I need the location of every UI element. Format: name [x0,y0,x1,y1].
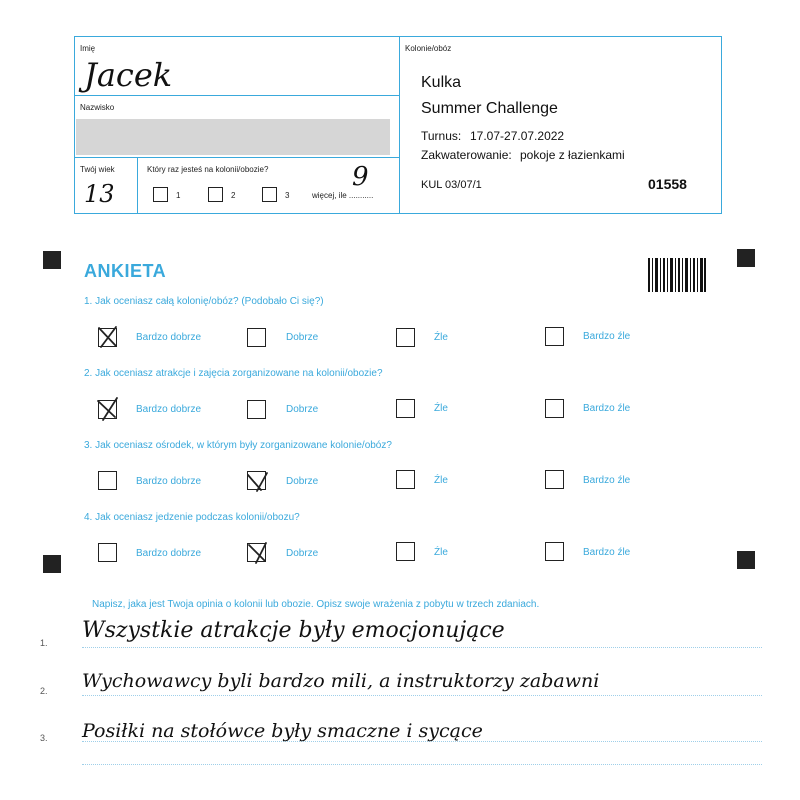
times-checkbox-1[interactable] [153,187,168,202]
q2-option-bardzo-dobrze: Bardzo dobrze [136,404,202,415]
surname-label: Nazwisko [80,103,115,112]
question-2: 2. Jak oceniasz atrakcje i zajęcia zorganizowane na kolonii/obozie? [84,368,383,379]
q4-option-dobrze: Dobrze [286,548,319,559]
line-number-3: 3. [40,733,48,743]
question-3: 3. Jak oceniasz ośrodek, w którym były zorganizowane kolonie/obóz? [84,440,392,451]
q1-checkbox-zle[interactable] [396,328,415,347]
times-option-1: 1 [176,191,181,200]
q2-checkbox-bardzo-zle[interactable] [545,399,564,418]
q1-option-dobrze: Dobrze [286,332,319,343]
registration-marker-bottom-left [43,555,61,573]
camp-program: Summer Challenge [421,100,558,117]
times-option-3: 3 [285,191,290,200]
line-number-1: 1. [40,638,48,648]
q1-checkbox-bardzo-zle[interactable] [545,327,564,346]
accommodation-value: pokoje z łazienkami [520,148,625,162]
turnus-label: Turnus: [421,129,462,143]
q3-checkbox-zle[interactable] [396,470,415,489]
age-value[interactable]: 13 [84,180,115,208]
answer-3[interactable]: Posiłki na stołówce były smaczne i sycące [82,720,483,742]
name-row-divider [75,95,399,96]
q4-option-zle: Źle [434,547,448,558]
q1-check-mark-icon [95,324,121,350]
turnus-value: 17.07-27.07.2022 [470,129,565,143]
q1-checkbox-dobrze[interactable] [247,328,266,347]
camp-name: Kulka [421,74,462,91]
q3-option-bardzo-zle: Bardzo źle [583,475,631,486]
answer-line-2 [82,695,762,696]
q4-option-bardzo-dobrze: Bardzo dobrze [136,548,202,559]
q2-checkbox-dobrze[interactable] [247,400,266,419]
more-label: więcej, ile ........... [312,191,374,200]
q4-check-mark-icon [245,539,271,565]
registration-marker-bottom-right [737,551,755,569]
q2-option-dobrze: Dobrze [286,404,319,415]
q1-option-bardzo-zle: Bardzo źle [583,331,631,342]
camp-code: KUL 03/07/1 [421,179,482,191]
times-label: Który raz jesteś na kolonii/obozie? [147,165,269,174]
q1-option-bardzo-dobrze: Bardzo dobrze [136,332,202,343]
answer-1[interactable]: Wszystkie atrakcje były emocjonujące [82,618,505,643]
answer-2[interactable]: Wychowawcy byli bardzo mili, a instruktorzy zabawni [82,670,600,692]
question-1: 1. Jak oceniasz całą kolonię/obóz? (Podobało Ci się?) [84,296,324,307]
barcode-icon [648,258,706,292]
more-value[interactable]: 9 [352,162,369,192]
q1-option-zle: Źle [434,332,448,343]
line-number-2: 2. [40,686,48,696]
answer-line-4 [82,764,762,765]
registration-marker-top-right [737,249,755,267]
q2-option-bardzo-zle: Bardzo źle [583,403,631,414]
opinion-prompt: Napisz, jaka jest Twoja opinia o kolonii lub obozie. Opisz swoje wrażenia z pobytu w trzech zdaniach. [92,599,540,610]
age-label: Twój wiek [80,165,115,174]
accommodation-label: Zakwaterowanie: [421,148,512,162]
survey-title: ANKIETA [84,261,167,281]
q3-checkbox-bardzo-zle[interactable] [545,470,564,489]
q3-option-bardzo-dobrze: Bardzo dobrze [136,476,202,487]
header-divider [399,37,400,213]
surname-redaction [76,119,390,155]
q4-checkbox-bardzo-zle[interactable] [545,542,564,561]
times-checkbox-2[interactable] [208,187,223,202]
surname-row-divider [75,157,399,158]
q4-option-bardzo-zle: Bardzo źle [583,547,631,558]
registration-marker-top-left [43,251,61,269]
q2-option-zle: Źle [434,403,448,414]
q3-check-mark-icon [245,468,271,494]
q4-checkbox-zle[interactable] [396,542,415,561]
camp-label: Kolonie/obóz [405,44,452,53]
name-value[interactable]: Jacek [84,56,173,94]
q2-checkbox-zle[interactable] [396,399,415,418]
name-label: Imię [80,44,96,53]
q4-checkbox-bardzo-dobrze[interactable] [98,543,117,562]
q3-checkbox-bardzo-dobrze[interactable] [98,471,117,490]
times-checkbox-3[interactable] [262,187,277,202]
question-4: 4. Jak oceniasz jedzenie podczas kolonii/obozu? [84,512,300,523]
age-divider [137,157,138,213]
q2-check-mark-icon [95,396,121,422]
answer-line-1 [82,647,762,648]
q3-option-dobrze: Dobrze [286,476,319,487]
times-option-2: 2 [231,191,236,200]
q3-option-zle: Źle [434,475,448,486]
form-number: 01558 [648,176,687,192]
